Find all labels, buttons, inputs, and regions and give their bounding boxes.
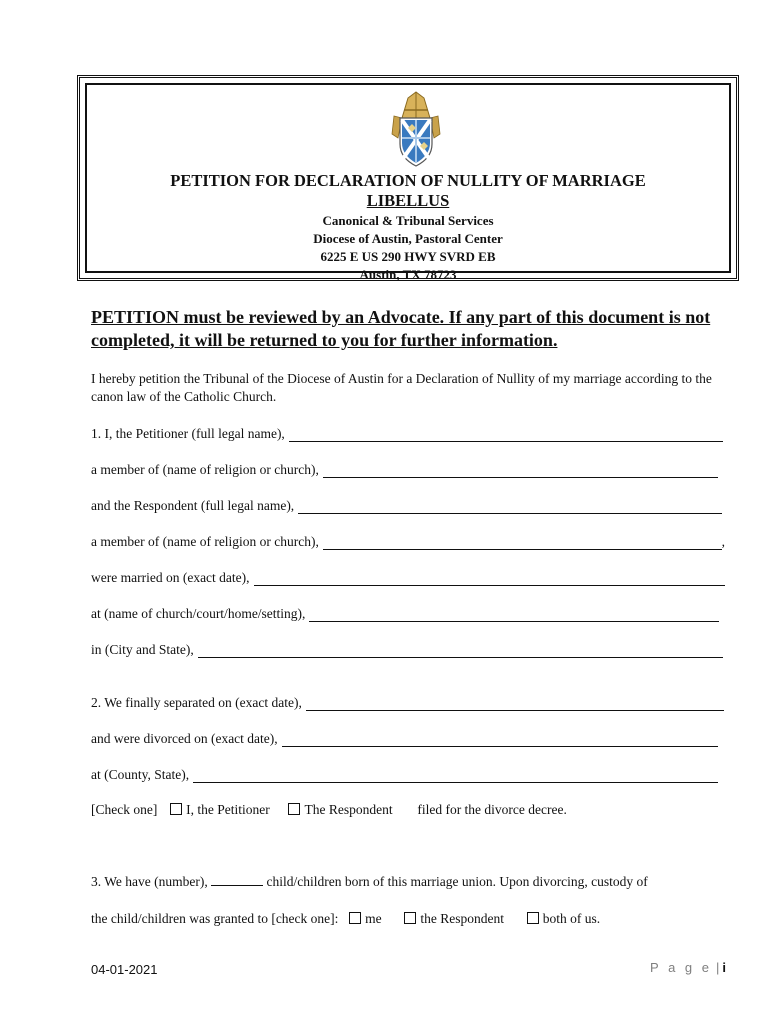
form-subtitle: LIBELLUS (366, 191, 450, 210)
check-one-label: [Check one] (91, 802, 158, 817)
petitioner-name-field[interactable] (91, 424, 723, 442)
custody-me-label: me (365, 911, 382, 926)
custody-row (91, 910, 600, 928)
checkbox-petitioner-filed[interactable] (170, 803, 182, 815)
address-city: Austin, TX 78723 (359, 267, 457, 282)
petition-intro: I hereby petition the Tribunal of the Diocese of Austin for a Declaration of Nullity of my marriage according to the canon law of the Catholic Church. (91, 371, 712, 404)
respondent-religion-label: a member of (name of religion or church), (91, 534, 319, 549)
page-number-value: i (722, 960, 726, 975)
diocese-crest-icon (386, 88, 446, 168)
married-place-line[interactable] (309, 607, 719, 622)
petitioner-religion-line[interactable] (323, 463, 718, 478)
children-custody-text: child/children born of this marriage union. Upon divorcing, custody of (266, 874, 648, 889)
separated-date-field[interactable] (91, 693, 724, 711)
petitioner-name-label: 1. I, the Petitioner (full legal name), (91, 426, 285, 441)
married-date-field[interactable] (91, 568, 725, 586)
divorced-date-label: and were divorced on (exact date), (91, 731, 278, 746)
office-name: Canonical & Tribunal Services (322, 213, 494, 228)
separated-date-line[interactable] (306, 696, 724, 711)
header-box (77, 75, 739, 281)
form-title: PETITION FOR DECLARATION OF NULLITY OF MARRIAGE (170, 171, 646, 190)
children-count-line[interactable] (211, 873, 263, 886)
divorce-decree-text: filed for the divorce decree. (417, 802, 567, 817)
respondent-name-line[interactable] (298, 499, 722, 514)
respondent-religion-comma: , (721, 534, 725, 549)
respondent-name-label: and the Respondent (full legal name), (91, 498, 295, 513)
page-label: P a g e (650, 960, 712, 975)
diocese-name: Diocese of Austin, Pastoral Center (313, 231, 503, 246)
children-count-row (91, 873, 648, 891)
custody-respondent-label: the Respondent (420, 911, 505, 926)
address-street: 6225 E US 290 HWY SVRD EB (320, 249, 496, 264)
married-date-label: were married on (exact date), (91, 570, 250, 585)
custody-label: the child/children was granted to [check one]: (91, 911, 339, 926)
respondent-religion-field[interactable] (91, 532, 725, 550)
revision-date: 04-01-2021 (91, 962, 158, 977)
checkbox-custody-both[interactable] (527, 912, 539, 924)
header-inner-frame (85, 83, 731, 282)
divorced-date-line[interactable] (282, 732, 718, 747)
option-petitioner-label: I, the Petitioner (186, 802, 270, 817)
divorced-date-field[interactable] (91, 729, 718, 747)
separated-date-label: 2. We finally separated on (exact date), (91, 695, 302, 710)
checkbox-respondent-filed[interactable] (288, 803, 300, 815)
checkbox-custody-me[interactable] (349, 912, 361, 924)
married-date-line[interactable] (254, 571, 725, 586)
married-place-field[interactable] (91, 604, 719, 622)
divorce-filer-row (91, 801, 567, 819)
respondent-name-field[interactable] (91, 496, 722, 514)
checkbox-custody-respondent[interactable] (404, 912, 416, 924)
children-count-label: 3. We have (number), (91, 874, 208, 889)
divorce-county-field[interactable] (91, 765, 718, 783)
divorce-county-line[interactable] (193, 768, 718, 783)
married-city-line[interactable] (198, 643, 723, 658)
petitioner-religion-field[interactable] (91, 460, 718, 478)
married-city-field[interactable] (91, 640, 723, 658)
petitioner-religion-label: a member of (name of religion or church), (91, 462, 319, 477)
option-respondent-label: The Respondent (304, 802, 393, 817)
page-number (650, 960, 726, 975)
married-place-label: at (name of church/court/home/setting), (91, 606, 306, 621)
married-city-label: in (City and State), (91, 642, 194, 657)
divorce-county-label: at (County, State), (91, 767, 190, 782)
page-separator: | (715, 960, 723, 975)
petitioner-name-line[interactable] (289, 427, 723, 442)
respondent-religion-line[interactable] (323, 535, 722, 550)
custody-both-label: both of us. (542, 911, 601, 926)
advocate-warning: PETITION must be reviewed by an Advocate. If any part of this document is not completed, it will be returned to you for further information. (91, 307, 711, 350)
